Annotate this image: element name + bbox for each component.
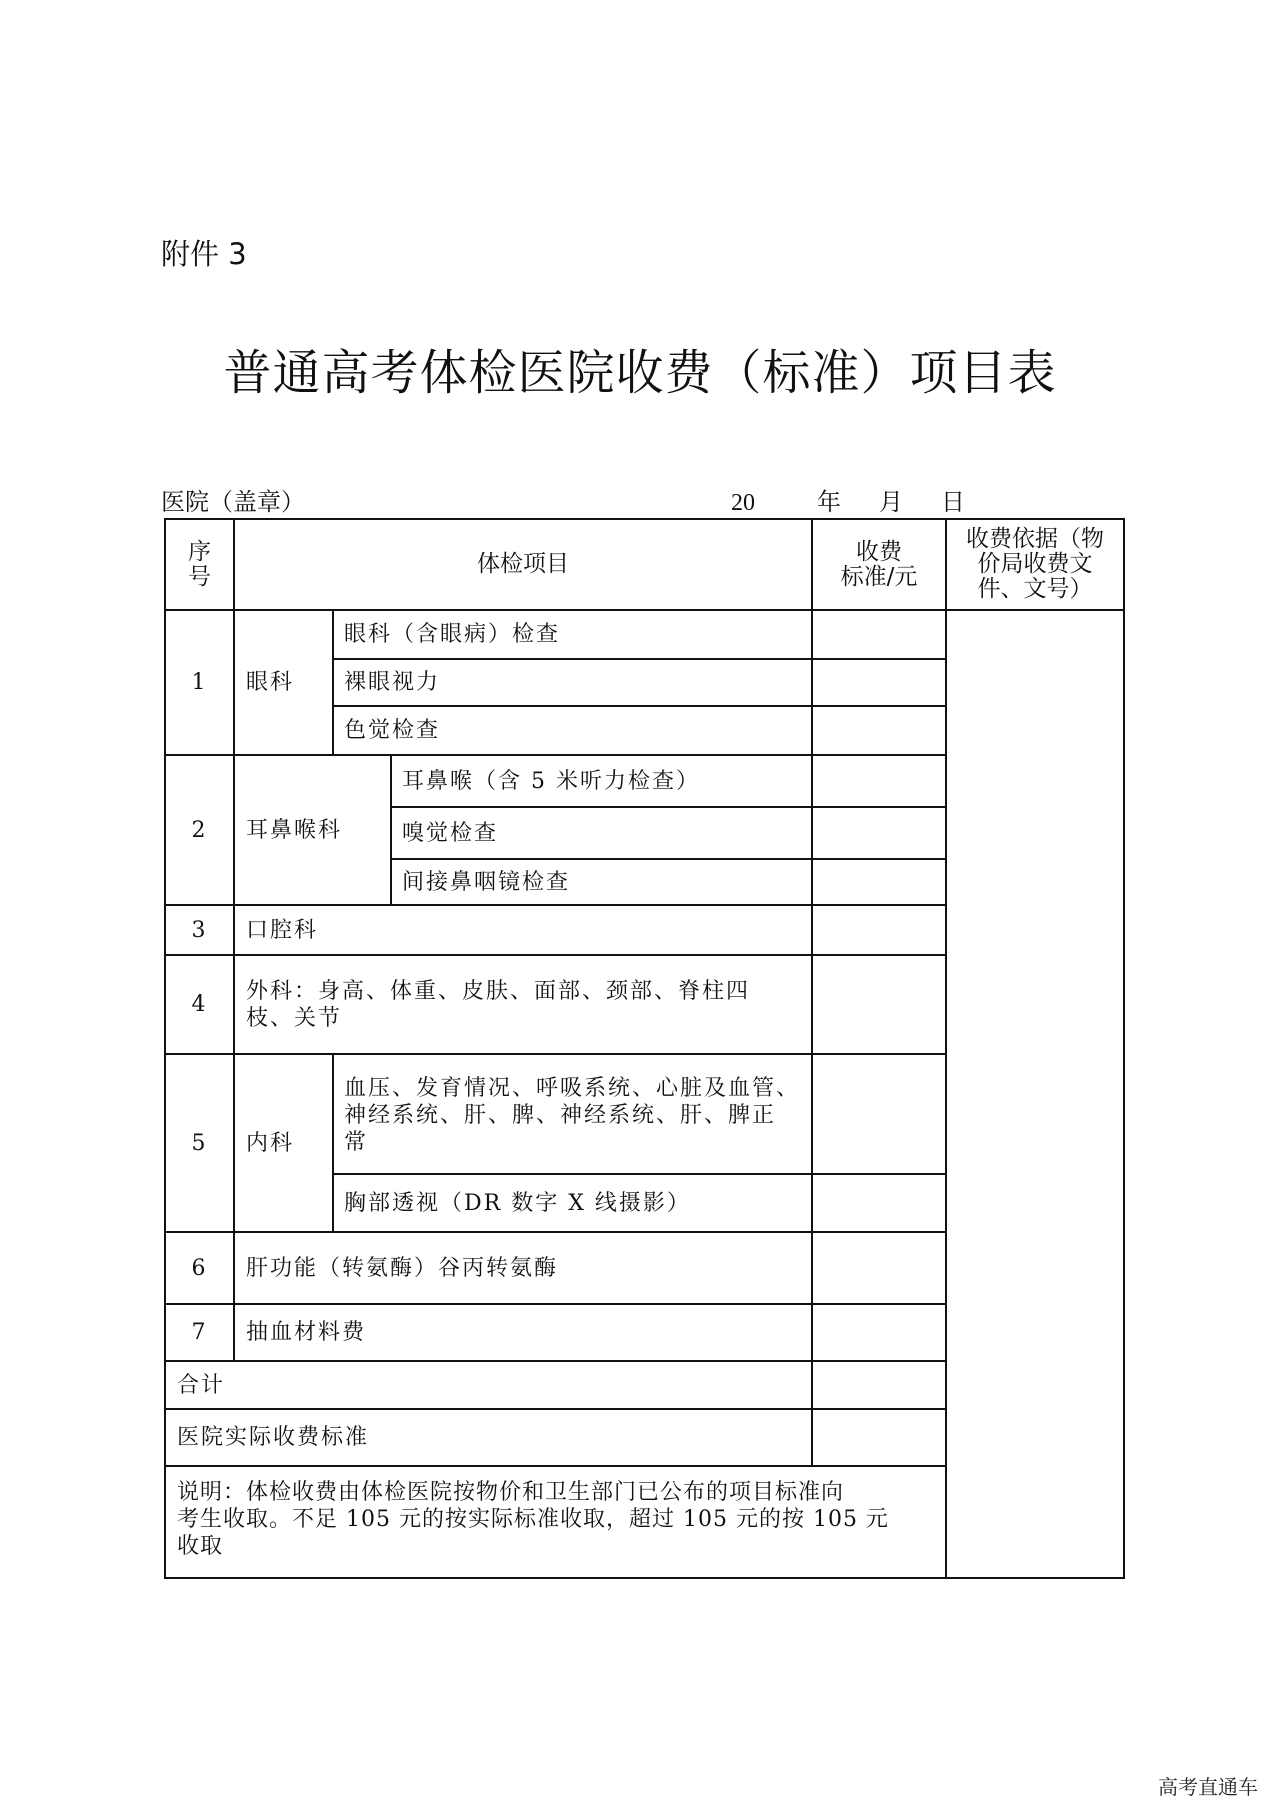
row-dept: 眼科 — [246, 670, 295, 695]
row-item: 血压、发育情况、呼吸系统、心脏及血管、 神经系统、肝、脾、神经系统、肝、脾正 常 — [344, 1076, 801, 1155]
row-item: 色觉检查 — [344, 718, 441, 743]
hospital-stamp-label: 医院（盖章） — [161, 488, 305, 516]
row-seq: 6 — [191, 1255, 208, 1281]
row-seq: 5 — [191, 1130, 208, 1156]
row-item: 外科：身高、体重、皮肤、面部、颈部、脊柱四 枝、关节 — [246, 978, 751, 1031]
row-seq: 2 — [191, 817, 208, 843]
row-item: 裸眼视力 — [344, 670, 441, 695]
note-text: 说明：体检收费由体检医院按物价和卫生部门已公布的项目标准向 考生收取。不足 105 元的按实际标准收取，超过 105 元的按 105 元 收取 — [177, 1480, 889, 1559]
header-basis: 收费依据（物 价局收费文 件、文号） — [966, 526, 1104, 602]
header-item: 体检项目 — [477, 551, 569, 577]
row-item: 胸部透视（DR 数字 X 线摄影） — [344, 1190, 691, 1216]
header-seq: 序 号 — [188, 538, 211, 590]
row-item: 耳鼻喉（含 5 米听力检查） — [402, 768, 700, 794]
row-item: 眼科（含眼病）检查 — [344, 622, 561, 647]
page-title: 普通高考体检医院收费（标准）项目表 — [223, 345, 1057, 401]
date-line — [731, 482, 965, 517]
header-fee: 收费 标准/元 — [840, 538, 918, 590]
row-dept: 耳鼻喉科 — [246, 817, 343, 843]
date-year-prefix: 20 — [731, 490, 755, 516]
row-seq: 3 — [191, 917, 208, 943]
row-item: 嗅觉检查 — [402, 820, 499, 846]
watermark: 高考直通车 — [1158, 1775, 1258, 1799]
date-month: 月 — [879, 488, 903, 516]
row-seq: 1 — [191, 670, 208, 695]
date-year: 年 — [817, 488, 841, 516]
row-item: 口腔科 — [246, 917, 319, 943]
actual-fee-label: 医院实际收费标准 — [177, 1425, 370, 1450]
row-seq: 4 — [191, 992, 208, 1017]
row-item: 肝功能（转氨酶）谷丙转氨酶 — [246, 1255, 559, 1281]
date-day: 日 — [941, 488, 965, 516]
total-label: 合计 — [177, 1372, 226, 1398]
row-dept: 内科 — [246, 1130, 295, 1156]
attachment-label: 附件 3 — [161, 237, 247, 271]
row-item: 间接鼻咽镜检查 — [402, 869, 571, 895]
row-seq: 7 — [191, 1320, 208, 1345]
row-item: 抽血材料费 — [246, 1320, 367, 1345]
